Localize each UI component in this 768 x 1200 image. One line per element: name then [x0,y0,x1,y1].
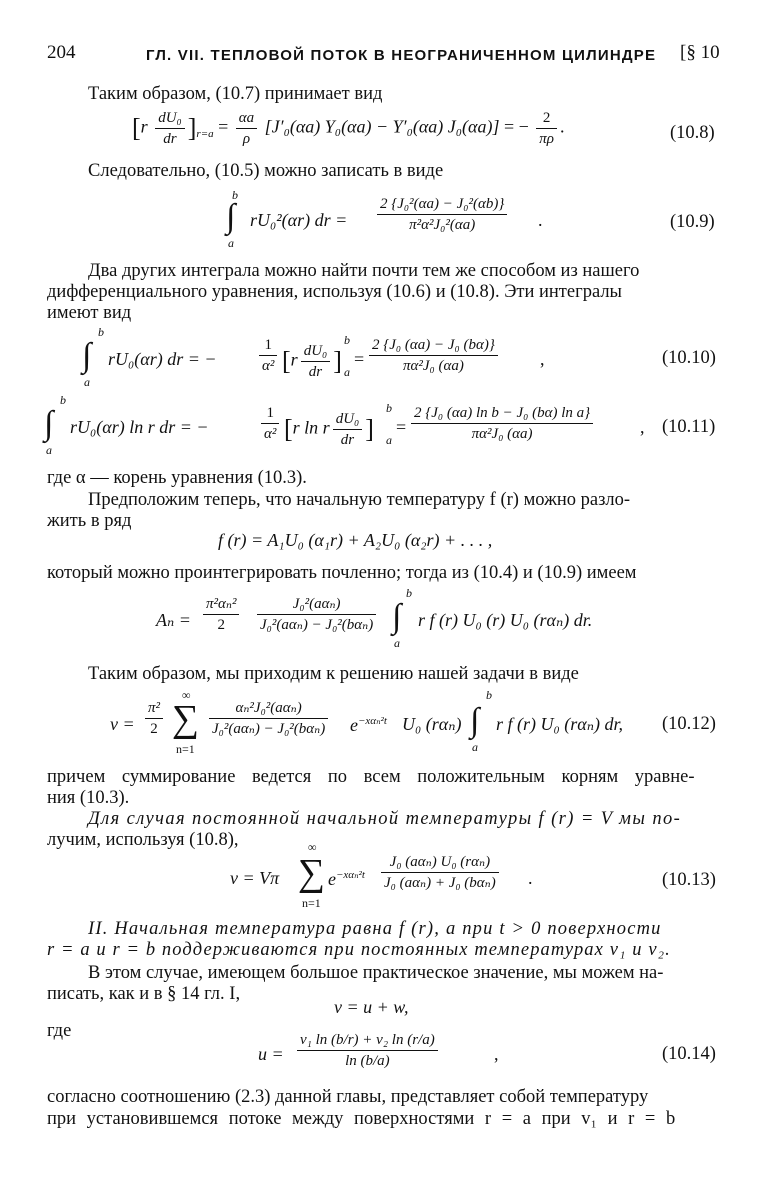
equation-10-14: u = $\frac{\text{v₁ ln (b/r) + v₂ ln (r/a)}}{\ln (b/a)}$ , [258,1032,499,1069]
paragraph-line: Таким образом, мы приходим к решению нашей задачи в виде [88,664,579,684]
equation-u-w: v = u + w, [334,997,409,1017]
paragraph-line: Следовательно, (10.5) можно записать в виде [88,161,444,181]
paragraph-line: где α — корень уравнения (10.3). [47,468,307,488]
equation-10-9: b a ∫ rU₀²(αr) dr = $\frac{\text{2 \{J₀²(αa) − J₀²(αb)\}}}{\text{π²α²J₀²(αa)}}$ . [226,188,543,250]
paragraph-line: r = a и r = b поддерживаются при постоянных температурах v₁ и v₂. [47,940,671,960]
equation-10-11: b a ∫ rU₀(αr) ln r dr = − $\frac{1}{\text{α²}}$ [r ln r $\frac{\text{dU₀}}{dr}$ ] b a = $\frac{\text{2 \{J₀ (αa) ln b − J₀ (bα) ln a\}}}{\text{πα²J₀ (αa)}}$ , [44,393,645,457]
equation-number: (10.12) [662,714,716,734]
equation-number: (10.9) [670,212,715,232]
series-expansion: f (r) = A₁U₀ (α₁r) + A₂U₀ (α₂r) + . . . , [218,530,493,550]
running-title: ГЛ. VII. ТЕПЛОВОЙ ПОТОК В НЕОГРАНИЧЕННОМ ЦИЛИНДРЕ [146,47,657,64]
paragraph-line: согласно соотношению (2.3) данной главы, представляет собой температуру [47,1087,649,1107]
paragraph-line: ния (10.3). [47,788,130,808]
equation-number: (10.10) [662,348,716,368]
paragraph-line: Предположим теперь, что начальную температуру f (r) можно разло- [88,490,631,510]
equation-number: (10.8) [670,123,715,143]
paragraph-line: Для случая постоянной начальной температуры f (r) = V мы по- [88,809,682,829]
paragraph-line: причем суммирование ведется по всем положительным корням уравне- [47,767,695,787]
paragraph-line: дифференциального уравнения, используя (10.6) и (10.8). Эти интегралы [47,282,622,302]
paragraph-line: при установившемся потоке между поверхностями r = a при v₁ и r = b [47,1109,676,1129]
paragraph-line: лучим, используя (10.8), [47,830,239,850]
paragraph-line: Таким образом, (10.7) принимает вид [88,84,383,104]
equation-number: (10.14) [662,1044,716,1064]
equation-10-13: v = Vπ ∞ ∑ n=1 $e^{-x\alpha_n^2t}$ J₀ (aαₙ) U₀ (rαₙ) J₀ (aαₙ) + J₀ (bαₙ) . [230,840,533,910]
page-number: 204 [47,42,76,63]
paragraph-line: Два других интеграла можно найти почти тем же способом из нашего [88,261,640,281]
equation-number: (10.11) [662,417,716,437]
paragraph-line: где [47,1021,72,1041]
equation-an: Aₙ = $\frac{\text{π²αₙ²}}{2}$ J₀²(aαₙ) J₀²(aαₙ) − J₀²(bαₙ) b a ∫ r f (r) U₀ (r) U₀ (rαₙ) dr. [156,586,593,650]
paragraph-line: имеют вид [47,303,132,323]
equation-10-8: [r $\frac{\text{dU₀}}{dr}$ ]$_{r=a}$ = $\frac{\alpha a}{\rho}$ [J′₀(αa) Y₀(αa) − Y′₀(αa) J₀(αa)] = − $\frac{2}{\pi\rho}$ . [132,110,565,147]
equation-10-12: v = $\frac{\text{π²}}{2}$ ∞ ∑ n=1 αₙ²J₀²(aαₙ) J₀²(aαₙ) − J₀²(bαₙ) $e^{-x\alpha_n^2t}$ U₀ (rαₙ) b a ∫ r f (r) U₀ (rαₙ) dr, [110,688,624,756]
paragraph-line: жить в ряд [47,511,132,531]
section-mark: [§ 10 [680,42,720,63]
paragraph-line: писать, как и в § 14 гл. I, [47,984,241,1004]
paragraph-line: II. Начальная температура равна f (r), а при t > 0 поверхности [88,919,662,939]
paragraph-line: В этом случае, имеющем большое практическое значение, мы можем на- [88,963,664,983]
paragraph-line: который можно проинтегрировать почленно; тогда из (10.4) и (10.9) имеем [47,563,637,583]
equation-number: (10.13) [662,870,716,890]
equation-10-10: b a ∫ rU₀(αr) dr = − $\frac{1}{\text{α²}}$ [r $\frac{\text{dU₀}}{dr}$ ] b a = $\frac{\text{2 \{J₀ (αa) − J₀ (bα)\}}}{\text{πα²J₀ (αa)}}$ , [82,325,545,389]
